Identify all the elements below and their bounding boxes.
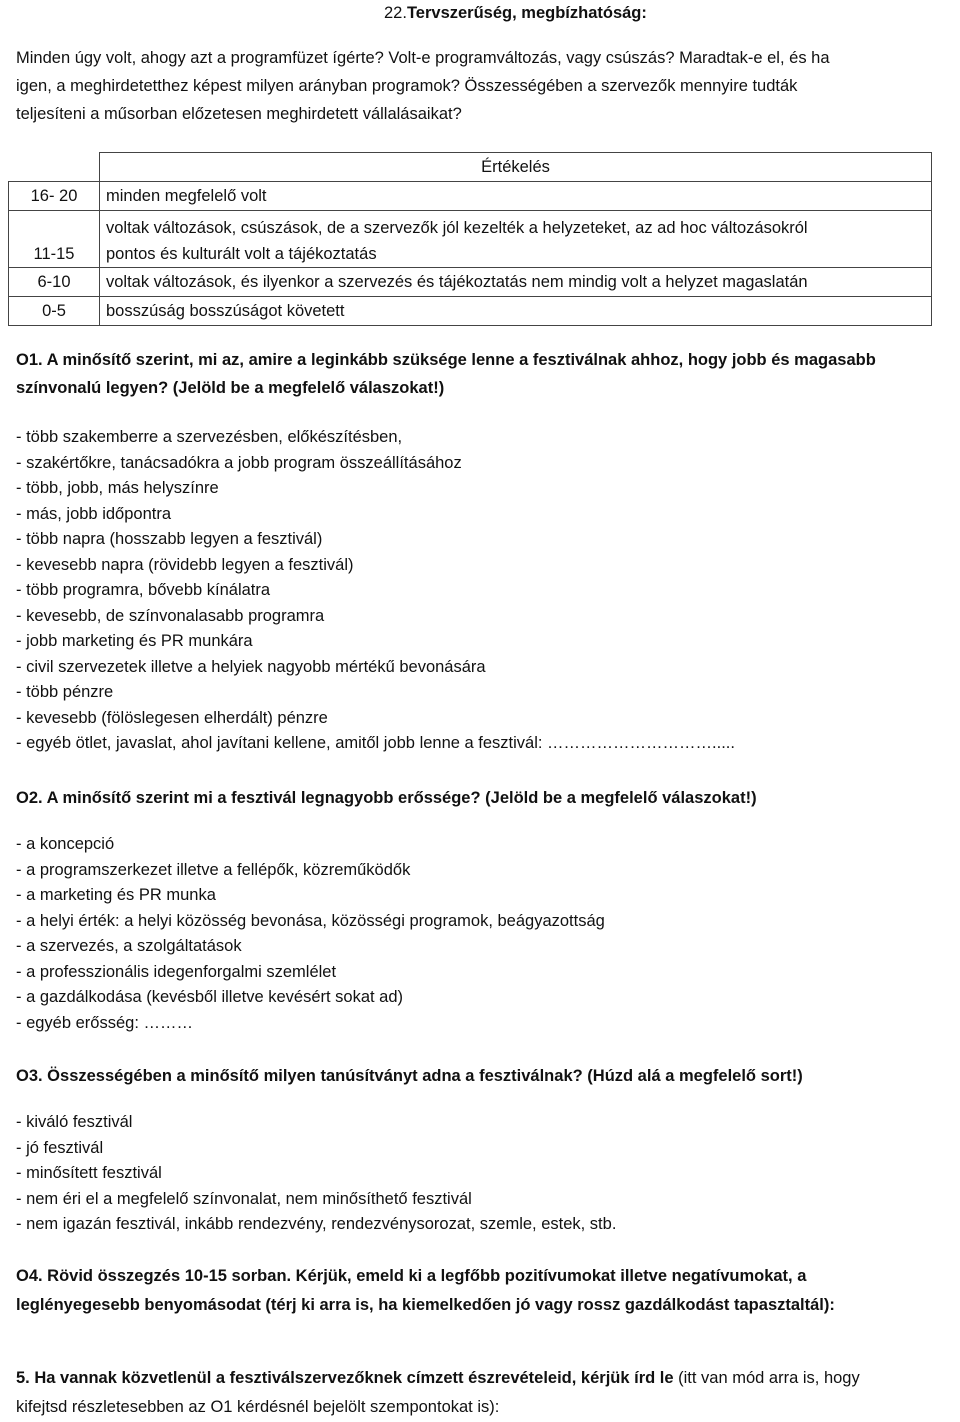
- intro-paragraph: [16, 44, 830, 128]
- question-o3: O3. Összességében a minősítő milyen tanúsítványt adna a fesztiválnak? (Húzd alá a megfelelő sort!): [16, 1067, 803, 1085]
- intro-line: igen, a meghirdetetthez képest milyen arányban programok? Összességében a szervezők mennyire tudták: [16, 77, 798, 95]
- table-header: Értékelés: [100, 153, 932, 182]
- list-item: - más, jobb időpontra: [16, 504, 172, 523]
- list-item: - kevesebb napra (rövidebb legyen a fesztivál): [16, 555, 354, 574]
- question-o1-line: színvonalú legyen? (Jelöld be a megfelelő válaszokat!): [16, 379, 445, 397]
- question-o1-line: O1. A minősítő szerint, mi az, amire a leginkább szüksége lenne a fesztiválnak ahhoz, hogy jobb és magasabb: [16, 351, 876, 369]
- list-item: - a marketing és PR munka: [16, 886, 216, 904]
- question-o4: [16, 1262, 835, 1320]
- list-item: - minősített fesztivál: [16, 1164, 162, 1182]
- question-5-line: [16, 1364, 860, 1393]
- table-row: [9, 211, 932, 268]
- list-item: - a professzionális idegenforgalmi szemlélet: [16, 962, 337, 981]
- score-description: minden megfelelő volt: [100, 182, 932, 211]
- o2-options-list: [16, 832, 605, 1036]
- score-description: bosszúság bosszúságot követett: [100, 297, 932, 326]
- evaluation-table: [8, 152, 932, 326]
- list-item: - nem éri el a megfelelő színvonalat, nem minősíthető fesztivál: [16, 1189, 472, 1208]
- section-title-text: Tervszerűség, megbízhatóság:: [406, 4, 647, 22]
- section-number: 22.: [384, 4, 407, 22]
- section-title: [384, 2, 647, 24]
- question-5: [16, 1364, 860, 1422]
- question-o4-line: leglényegesebb benyomásodat (térj ki arra is, ha kiemelkedően jó vagy rossz gazdálkodást tapasztaltál):: [16, 1296, 835, 1314]
- list-item: - szakértőkre, tanácsadókra a jobb program összeállításához: [16, 453, 462, 472]
- list-item: - a szervezés, a szolgáltatások: [16, 937, 242, 955]
- list-item: - több napra (hosszabb legyen a fesztivál): [16, 530, 323, 548]
- list-item: - jobb marketing és PR munkára: [16, 632, 253, 650]
- table-row: [9, 182, 932, 211]
- table-corner-cell: [9, 153, 100, 182]
- list-item: - nem igazán fesztivál, inkább rendezvény, rendezvénysorozat, szemle, estek, stb.: [16, 1215, 617, 1233]
- table-header-row: [9, 153, 932, 182]
- score-range: 6-10: [9, 268, 100, 297]
- score-description-line: voltak változások, csúszások, de a szervezők jól kezelték a helyzeteket, az ad hoc változásokról: [106, 219, 808, 237]
- list-item: - kiváló fesztivál: [16, 1113, 133, 1131]
- question-5-normal: (itt van mód arra is, hogy: [673, 1369, 860, 1387]
- list-item: - több szakemberre a szervezésben, előkészítésben,: [16, 428, 403, 446]
- intro-line: Minden úgy volt, ahogy azt a programfüzet ígérte? Volt-e programváltozás, vagy csúszás? Maradtak-e el, és ha: [16, 49, 830, 67]
- question-o1: [16, 346, 876, 402]
- list-item: - több programra, bővebb kínálatra: [16, 581, 271, 599]
- list-item: - kevesebb (fölöslegesen elherdált) pénzre: [16, 708, 328, 727]
- list-item: - több, jobb, más helyszínre: [16, 479, 219, 497]
- list-item: - kevesebb, de színvonalasabb programra: [16, 606, 325, 625]
- score-description: [100, 211, 932, 268]
- intro-line: teljesíteni a műsorban előzetesen meghirdetett vállalásaikat?: [16, 105, 462, 123]
- score-description-line: pontos és kulturált volt a tájékoztatás: [106, 245, 377, 263]
- list-item: - a programszerkezet illetve a fellépők, közreműködők: [16, 860, 411, 879]
- o3-options-list: [16, 1110, 616, 1238]
- list-item: - a koncepció: [16, 835, 115, 853]
- list-item: - a helyi érték: a helyi közösség bevonása, közösségi programok, beágyazottság: [16, 911, 605, 930]
- question-5-bold: 5. Ha vannak közvetlenül a fesztiválszervezőknek címzett észrevételeid, kérjük írd le: [16, 1369, 674, 1387]
- score-range: 11-15: [9, 211, 100, 268]
- table-row: [9, 297, 932, 326]
- list-item: - egyéb erősség: ………: [16, 1013, 193, 1032]
- question-5-line: kifejtsd részletesebben az O1 kérdésnél bejelölt szempontokat is):: [16, 1398, 500, 1416]
- list-item: - a gazdálkodása (kevésből illetve kevésért sokat ad): [16, 988, 404, 1006]
- score-description: voltak változások, és ilyenkor a szervezés és tájékoztatás nem mindig volt a helyzet magaslatán: [100, 268, 932, 297]
- list-item: - egyéb ötlet, javaslat, ahol javítani kellene, amitől jobb lenne a fesztivál: ………………………….....: [16, 734, 735, 752]
- score-range: 0-5: [9, 297, 100, 326]
- list-item: - civil szervezetek illetve a helyiek nagyobb mértékű bevonására: [16, 657, 486, 676]
- question-o2: O2. A minősítő szerint mi a fesztivál legnagyobb erőssége? (Jelöld be a megfelelő válaszokat!): [16, 789, 757, 807]
- question-o4-line: O4. Rövid összegzés 10-15 sorban. Kérjük, emeld ki a legfőbb pozitívumokat illetve negatívumokat, a: [16, 1267, 807, 1285]
- table-row: [9, 268, 932, 297]
- list-item: - több pénzre: [16, 683, 114, 701]
- score-range: 16- 20: [9, 182, 100, 211]
- list-item: - jó fesztivál: [16, 1138, 104, 1157]
- o1-options-list: [16, 425, 735, 757]
